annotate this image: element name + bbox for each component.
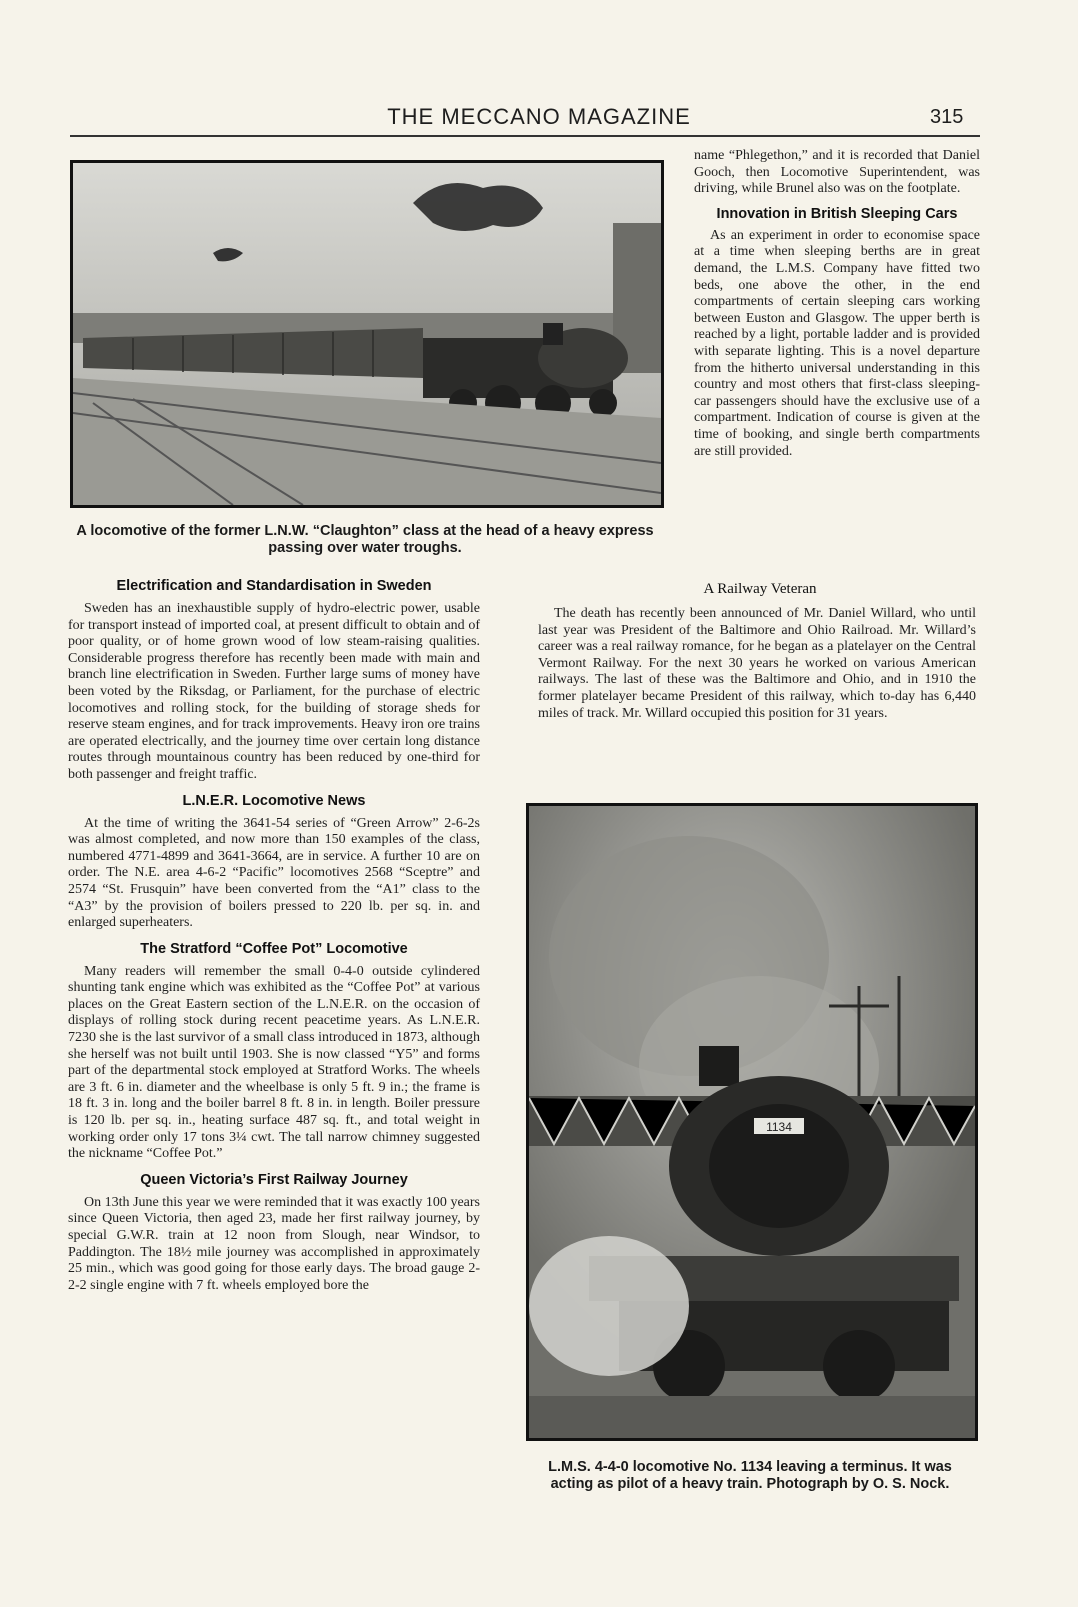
lms-locomotive-photo bbox=[526, 803, 978, 1441]
section-heading-coffee-pot: The Stratford “Coffee Pot” Locomotive bbox=[140, 940, 408, 957]
section-text-sleeping-cars: As an experiment in order to economise space at a time when sleeping berths are in great demand, the L.M.S. Company have fitted two beds, one above the other, in the end compartments of certain sleeping cars working between Euston and Glasgow. The upper berth is reached by a light, portable ladder and is provided with separate lighting. This is a novel departure from the hitherto universal understanding in this country and most others that first-class sleeping-car passengers should have the exclusive use of a compartment. Indication of course is given at the time of booking, and single berth compartments are still provided. bbox=[694, 227, 980, 459]
section-text-lner: At the time of writing the 3641-54 series of “Green Arrow” 2-6-2s was almost completed, and now more than 150 examples of the class, numbered 4771-4899 and 3641-3664, are in service. A further 10 are on order. The N.E. area 4-6-2 “Pacific” locomotives 2568 “Sceptre” and 2574 “St. Frusquin” have been converted from the “A1” class to the “A3” by the provision of boilers pressed to 220 lb. per sq. in. and enlarged superheaters. bbox=[68, 815, 480, 931]
section-heading-sleeping-cars: Innovation in British Sleeping Cars bbox=[716, 205, 958, 222]
right-column-top bbox=[694, 148, 980, 460]
section-heading-queen-victoria: Queen Victoria’s First Railway Journey bbox=[140, 1171, 408, 1188]
page-header-title: THE MECCANO MAGAZINE bbox=[387, 104, 691, 129]
top-photo-caption: A locomotive of the former L.N.W. “Claughton” class at the head of a heavy express passing over water troughs. bbox=[76, 523, 654, 556]
left-column bbox=[68, 578, 480, 1294]
section-heading-sweden: Electrification and Standardisation in Sweden bbox=[116, 578, 432, 594]
continuation-paragraph: name “Phlegethon,” and it is recorded that Daniel Gooch, then Locomotive Superintendent, was driving, while Brunel also was on the footplate. bbox=[694, 148, 980, 197]
page-number: 315 bbox=[930, 106, 964, 128]
claughton-locomotive-photo bbox=[70, 160, 664, 508]
section-heading-lner: L.N.E.R. Locomotive News bbox=[182, 792, 366, 809]
section-text-coffee-pot: Many readers will remember the small 0-4-0 outside cylindered shunting tank engine which was exhibited as the “Coffee Pot” at various places on the Great Eastern section of the L.N.E.R. on the occasion of displays of rolling stock during recent peacetime years. As L.N.E.R. 7230 she is the last survivor of a small class introduced in 1873, although she herself was not built until 1903. She is now classed “Y5” and forms part of the departmental stock employed at Stratford Works. The wheels are 3 ft. 6 in. diameter and the wheelbase is only 5 ft. 9 in.; the frame is 18 ft. 3 in. long and the boiler barrel 8 ft. 8 in. in length. Boiler pressure is 120 lb. per sq. in., heating surface 487 sq. ft., and total weight in working order only 17 tons 3¼ cwt. The tall narrow chimney suggested the nickname “Coffee Pot.” bbox=[68, 963, 480, 1162]
section-text-railway-veteran: The death has recently been announced of Mr. Daniel Willard, who until last year was President of the Baltimore and Ohio Railroad. Mr. Willard’s career was a real railway romance, for he began as a platelayer on the Central Vermont Railway. For the next 30 years he worked on various American railways. The last of these was the Baltimore and Ohio, and in 1910 the former platelayer became President of this railway, which to-day has 6,440 miles of track. Mr. Willard occupied this position for 31 years. bbox=[538, 606, 976, 721]
railway-veteran-block bbox=[538, 606, 976, 722]
section-text-sweden: Sweden has an inexhaustible supply of hydro-electric power, usable for transport instead of imported coal, at present difficult to obtain and of poor quality, or of home grown wood of low steam-raising qualities. Considerable progress therefore has recently been made with main and branch line electrification in Sweden. Further large sums of money have been voted by the Riksdag, or Parliament, for the purchase of electric locomotives and rolling stock, for the building of storage sheds for reserve steam engines, and for track improvements. Heavy iron ore trains are operated electrically, and the journey time over certain long distance routes through mountainous country has been reduced by one-third for both passenger and freight traffic. bbox=[68, 601, 480, 782]
smokebox-number-plate: 1134 bbox=[766, 1120, 792, 1134]
bottom-photo-caption: L.M.S. 4-4-0 locomotive No. 1134 leaving a terminus. It was acting as pilot of a heavy train. Photograph by O. S. Nock. bbox=[548, 1459, 952, 1492]
section-text-queen-victoria: On 13th June this year we were reminded that it was exactly 100 years since Queen Victoria, then aged 23, made her first railway journey, by special G.W.R. train at 12 noon from Slough, near Windsor, to Paddington. The 18½ mile journey was accomplished in approximately 25 min., which was good going for those early days. The broad gauge 2-2-2 single engine with 7 ft. wheels employed bore the bbox=[68, 1194, 480, 1293]
section-heading-railway-veteran: A Railway Veteran bbox=[703, 581, 817, 597]
header-rule bbox=[70, 135, 980, 137]
